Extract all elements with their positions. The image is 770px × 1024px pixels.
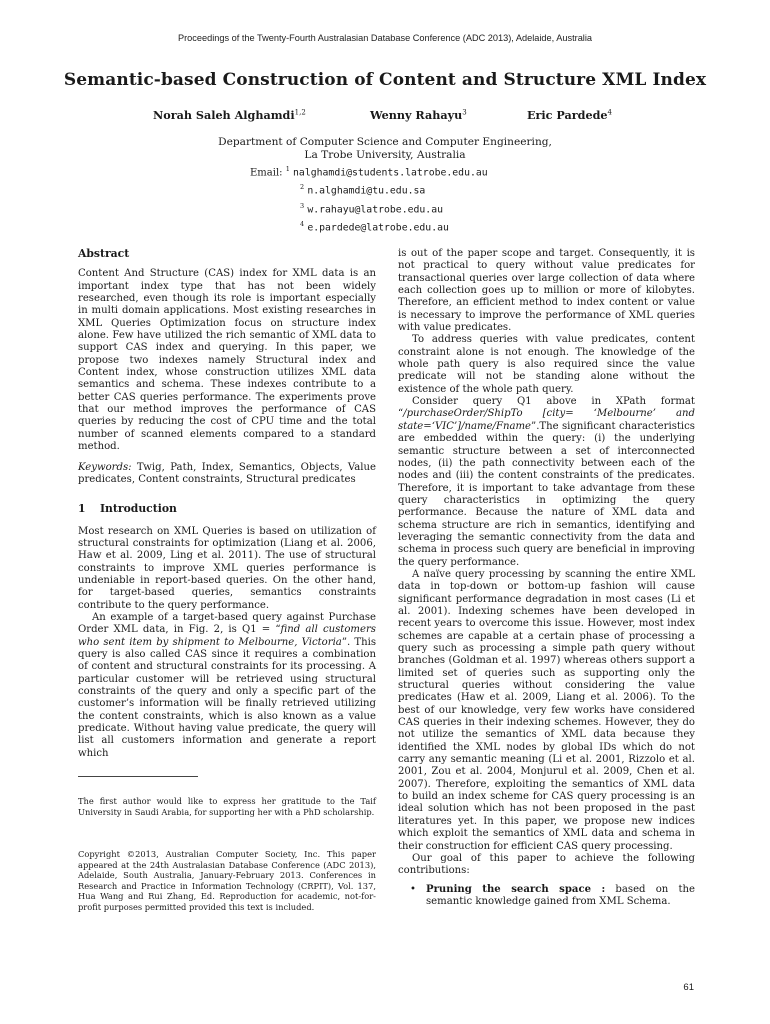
email-block	[250, 162, 488, 235]
right-paragraph-4: A naïve query processing by scanning the entire XML data in top-down or bottom-up fashion will cause significant performance degradation in most cases (Li et al. 2001). Indexing schemes have been developed in recent years to overcome this issue. However, most index schemes are capable at a certain phase of processing a query such as processing a simple path query without branches (Goldman et al. 1997) whereas others support a limited set of queries such as supporting only the structural queries without considering the value predicates (Haw et al. 2009, Liang et al. 2006). To the best of our knowledge, very few works have considered CAS queries in their indexing schemes. However, they do not utilize the semantics of XML data because they identified the XML nodes by global IDs which do not carry any semantic meaning (Li et al. 2001, Rizzolo et al. 2001, Zou et al. 2004, Monjurul et al. 2009, Chen et al. 2007). Therefore, exploiting the semantics of XML data to build an index scheme for CAS query processing is an ideal solution which has not been proposed in the past literatures yet. In this paper, we propose new indices which exploit the semantics of XML data and schema in their construction for efficient CAS query processing.	[398, 568, 695, 852]
email-superscript: 4	[300, 219, 305, 228]
intro-paragraph-2	[78, 612, 376, 760]
affiliation-line-1: Department of Computer Science and Computer Engineering,	[218, 136, 552, 148]
affiliation	[0, 136, 770, 161]
email-address: w.rahayu@latrobe.edu.au	[307, 203, 443, 215]
footnote-funding: The first author would like to express her gratitude to the Taif University in Saudi Arabia, for supporting her with a PhD scholarship.	[78, 796, 376, 817]
bullet-dot-icon: •	[410, 883, 416, 895]
author-name: Wenny Rahayu	[370, 108, 463, 122]
author-superscript: 4	[607, 108, 612, 117]
author-3	[527, 108, 612, 122]
author-1	[153, 108, 306, 122]
email-label: Email:	[250, 167, 283, 179]
email-address: e.pardede@latrobe.edu.au	[307, 222, 449, 234]
right-column	[398, 248, 695, 908]
paper-title: Semantic-based Construction of Content and Structure XML Index	[63, 70, 707, 90]
intro-paragraph-1: Most research on XML Queries is based on utilization of structural constraints for optimization (Liang et al. 2006, Haw et al. 2009, Ling et al. 2011). The use of structural constraints to improve XML queries performance is undeniable in report-based queries. On the other hand, for target-based queries, semantics constraints contribute to the query performance.	[78, 525, 376, 611]
author-name: Norah Saleh Alghamdi	[153, 108, 295, 122]
keywords	[78, 462, 376, 487]
running-head: Proceedings of the Twenty-Fourth Australasian Database Conference (ADC 2013), Adelaide, Australia	[177, 33, 592, 43]
right-paragraph-1: is out of the paper scope and target. Consequently, it is not practical to query without value predicates for transactional queries over large collection of data where each collection goes up to million or more of kilobytes. Therefore, an efficient method to index content or value is necessary to improve the performance of XML queries with value predicates.	[398, 248, 695, 334]
email-address: nalghamdi@students.latrobe.edu.au	[293, 167, 488, 179]
text-run: An example of a target-based query against Purchase Order XML data, in Fig. 2, is Q1 = “	[78, 611, 376, 636]
keywords-label: Keywords:	[78, 461, 132, 473]
page-number: 61	[683, 982, 694, 993]
author-2	[370, 108, 467, 122]
section-heading-introduction	[78, 503, 376, 515]
email-superscript: 1	[285, 165, 290, 173]
bullet-title: Pruning the search space :	[426, 883, 606, 895]
section-title: Introduction	[100, 502, 177, 516]
text-run: Consider query Q1 above in XPath format “	[398, 396, 695, 420]
text-run: ”.The significant characteristics are embedded within the query: (i) the underlying semantic structure between a set of interconnected nodes, (ii) the path connectivity between each of the nodes and (iii) the content constraints of the predicates. Therefore, it is important to take advantage from these query characteristics in optimizing the query performance. Because the nature of XML data and schema structure are rich in semantics, identifying and leveraging the semantic connectivity from the data and schema in process such query are beneficial in improving the query performance.	[398, 420, 695, 568]
author-superscript: 1,2	[294, 108, 306, 117]
right-paragraph-3	[398, 396, 695, 569]
abstract-text: Content And Structure (CAS) index for XML data is an important index type that has not been widely researched, even though its role is important especially in multi domain applications. Most existing researches in XML Queries Optimization focus on structure index alone. Few have utilized the rich semantic of XML data to support CAS index and querying. In this paper, we propose two indexes namely Structural index and Content index, whose construction utilizes XML data semantics and schema. These indexes contribute to a better CAS queries performance. The experiments prove that our method improves the performance of CAS queries by reducing the cost of CPU time and the total number of scanned elements compared to a standard method.	[78, 268, 376, 453]
author-name: Eric Pardede	[527, 108, 608, 122]
email-address: n.alghamdi@tu.edu.sa	[307, 185, 426, 197]
italic-query-text: find all customers who sent item by shipment to Melbourne, Victoria	[78, 624, 376, 648]
abstract-heading: Abstract	[78, 247, 130, 260]
section-number: 1	[78, 502, 86, 516]
email-superscript: 2	[300, 183, 305, 192]
author-superscript: 3	[462, 108, 467, 117]
email-superscript: 3	[300, 201, 305, 210]
contribution-bullet	[398, 884, 695, 909]
keywords-text: Twig, Path, Index, Semantics, Objects, Value predicates, Content constraints, Structural predicates	[78, 461, 376, 485]
right-paragraph-5: Our goal of this paper to achieve the following contributions:	[398, 852, 695, 877]
bullet-text: based on the semantic knowledge gained from XML Schema.	[426, 883, 695, 907]
copyright-notice: Copyright ©2013, Australian Computer Society, Inc. This paper appeared at the 24th Australasian Database Conference (ADC 2013), Adelaide, South Australia, January-February 2013. Conferences in Research and Practice in Information Technology (CRPIT), Vol. 137, Hua Wang and Rui Zhang, Ed. Reproduction for academic, not-for-profit purposes permitted provided this text is included.	[78, 849, 376, 912]
right-paragraph-2: To address queries with value predicates, content constraint alone is not enough. The knowledge of the whole path query is also required since the value predicate will not be standing alone without the existence of the whole path query.	[398, 334, 695, 395]
italic-xpath-text: /purchaseOrder/ShipTo [city= ‘Melbourne’ and state=‘VIC’]/name/Fname	[398, 408, 695, 432]
affiliation-line-2: La Trobe University, Australia	[304, 148, 466, 161]
text-run: ”. This query is also called CAS since it requires a combination of content and structural constraints for its processing. A particular customer will be retrieved using structural constraints of the query and only a specific part of the customer’s information will be finally retrieved utilizing the content constraints, which is also known as a value predicate. Without having value predicate, the query will list all customers information and generate a report which	[78, 636, 376, 759]
left-column	[78, 248, 376, 760]
footnote-rule	[78, 776, 198, 777]
